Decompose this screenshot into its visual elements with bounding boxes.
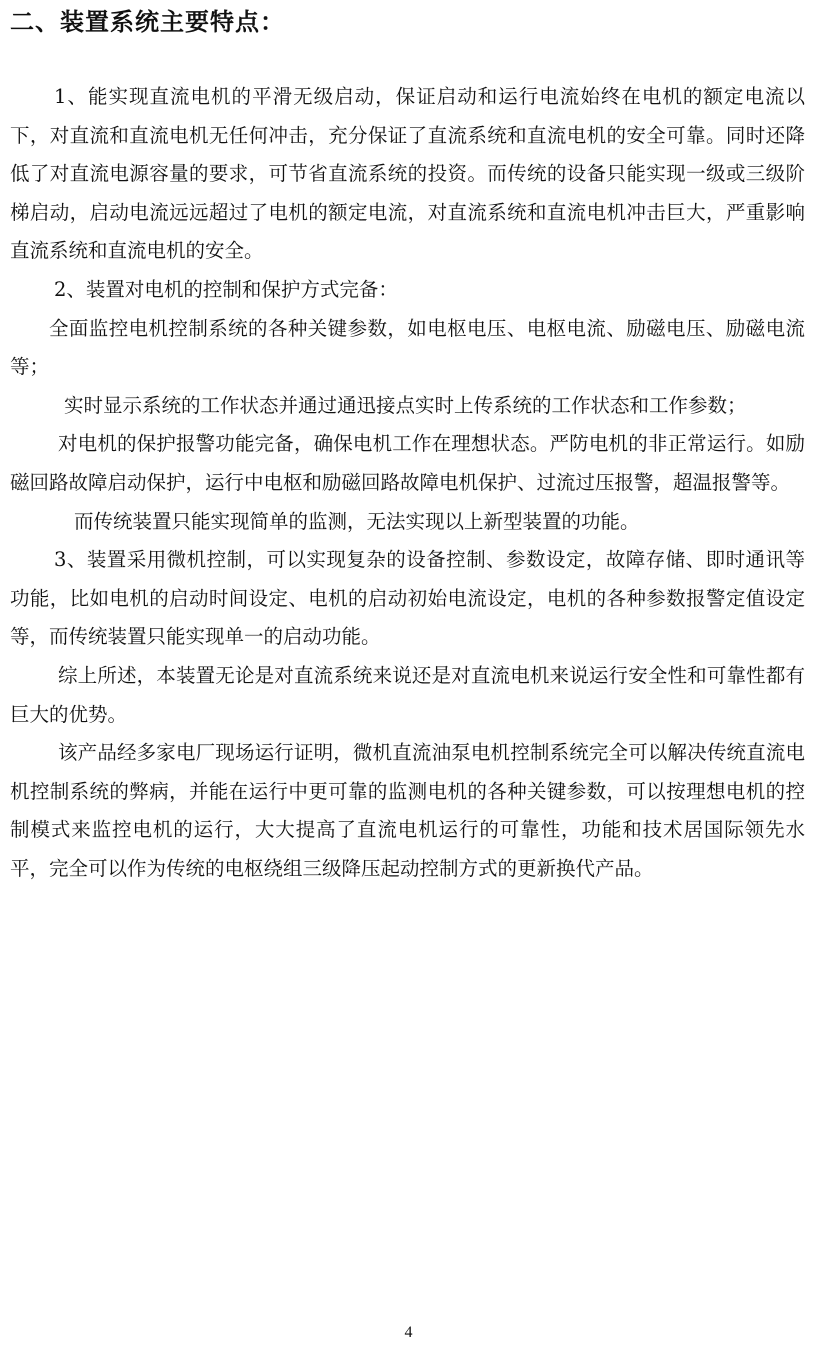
section-heading: 二、装置系统主要特点： [10, 8, 285, 36]
paragraph-monitoring: 全面监控电机控制系统的各种关键参数，如电枢电压、电枢电流、励磁电压、励磁电流等； [10, 316, 805, 379]
page-number: 4 [404, 1324, 413, 1341]
paragraph-display: 实时显示系统的工作状态并通过通迅接点实时上传系统的工作状态和工作参数； [64, 393, 747, 417]
paragraph-feature-3: 3、装置采用微机控制，可以实现复杂的设备控制、参数设定，故障存储、即时通讯等功能，比如电机的启动时间设定、电机的启动初始电流设定，电机的各种参数报警定值设定等，而传统装置只能实现单一的启动功能。 [10, 548, 805, 649]
paragraph-protection: 对电机的保护报警功能完备，确保电机工作在理想状态。严防电机的非正常运行。如励磁回路故障启动保护，运行中电枢和励磁回路故障电机保护、过流过压报警，超温报警等。 [10, 432, 805, 494]
paragraph-summary: 综上所述，本装置无论是对直流系统来说还是对直流电机来说运行安全性和可靠性都有巨大的优势。 [10, 663, 805, 726]
paragraph-feature-1: 1、能实现直流电机的平滑无级启动，保证启动和运行电流始终在电机的额定电流以下，对直流和直流电机无任何冲击，充分保证了直流系统和直流电机的安全可靠。同时还降低了对直流电源容量的要求，可节省直流系统的投资。而传统的设备只能实现一级或三级阶梯启动，启动电流远远超过了电机的额定电流，对直流系统和直流电机冲击巨大，严重影响直流系统和直流电机的安全。 [10, 85, 805, 263]
paragraph-feature-2-title: 2、装置对电机的控制和保护方式完备： [54, 277, 398, 301]
paragraph-traditional-monitoring: 而传统装置只能实现简单的监测，无法实现以上新型装置的功能。 [74, 509, 640, 533]
paragraph-conclusion: 该产品经多家电厂现场运行证明，微机直流油泵电机控制系统完全可以解决传统直流电机控制系统的弊病，并能在运行中更可靠的监测电机的各种关键参数，可以按理想电机的控制模式来监控电机的运行，大大提高了直流电机运行的可靠性，功能和技术居国际领先水平，完全可以作为传统的电枢绕组三级降压起动控制方式的更新换代产品。 [10, 741, 805, 880]
body-text [10, 78, 805, 888]
